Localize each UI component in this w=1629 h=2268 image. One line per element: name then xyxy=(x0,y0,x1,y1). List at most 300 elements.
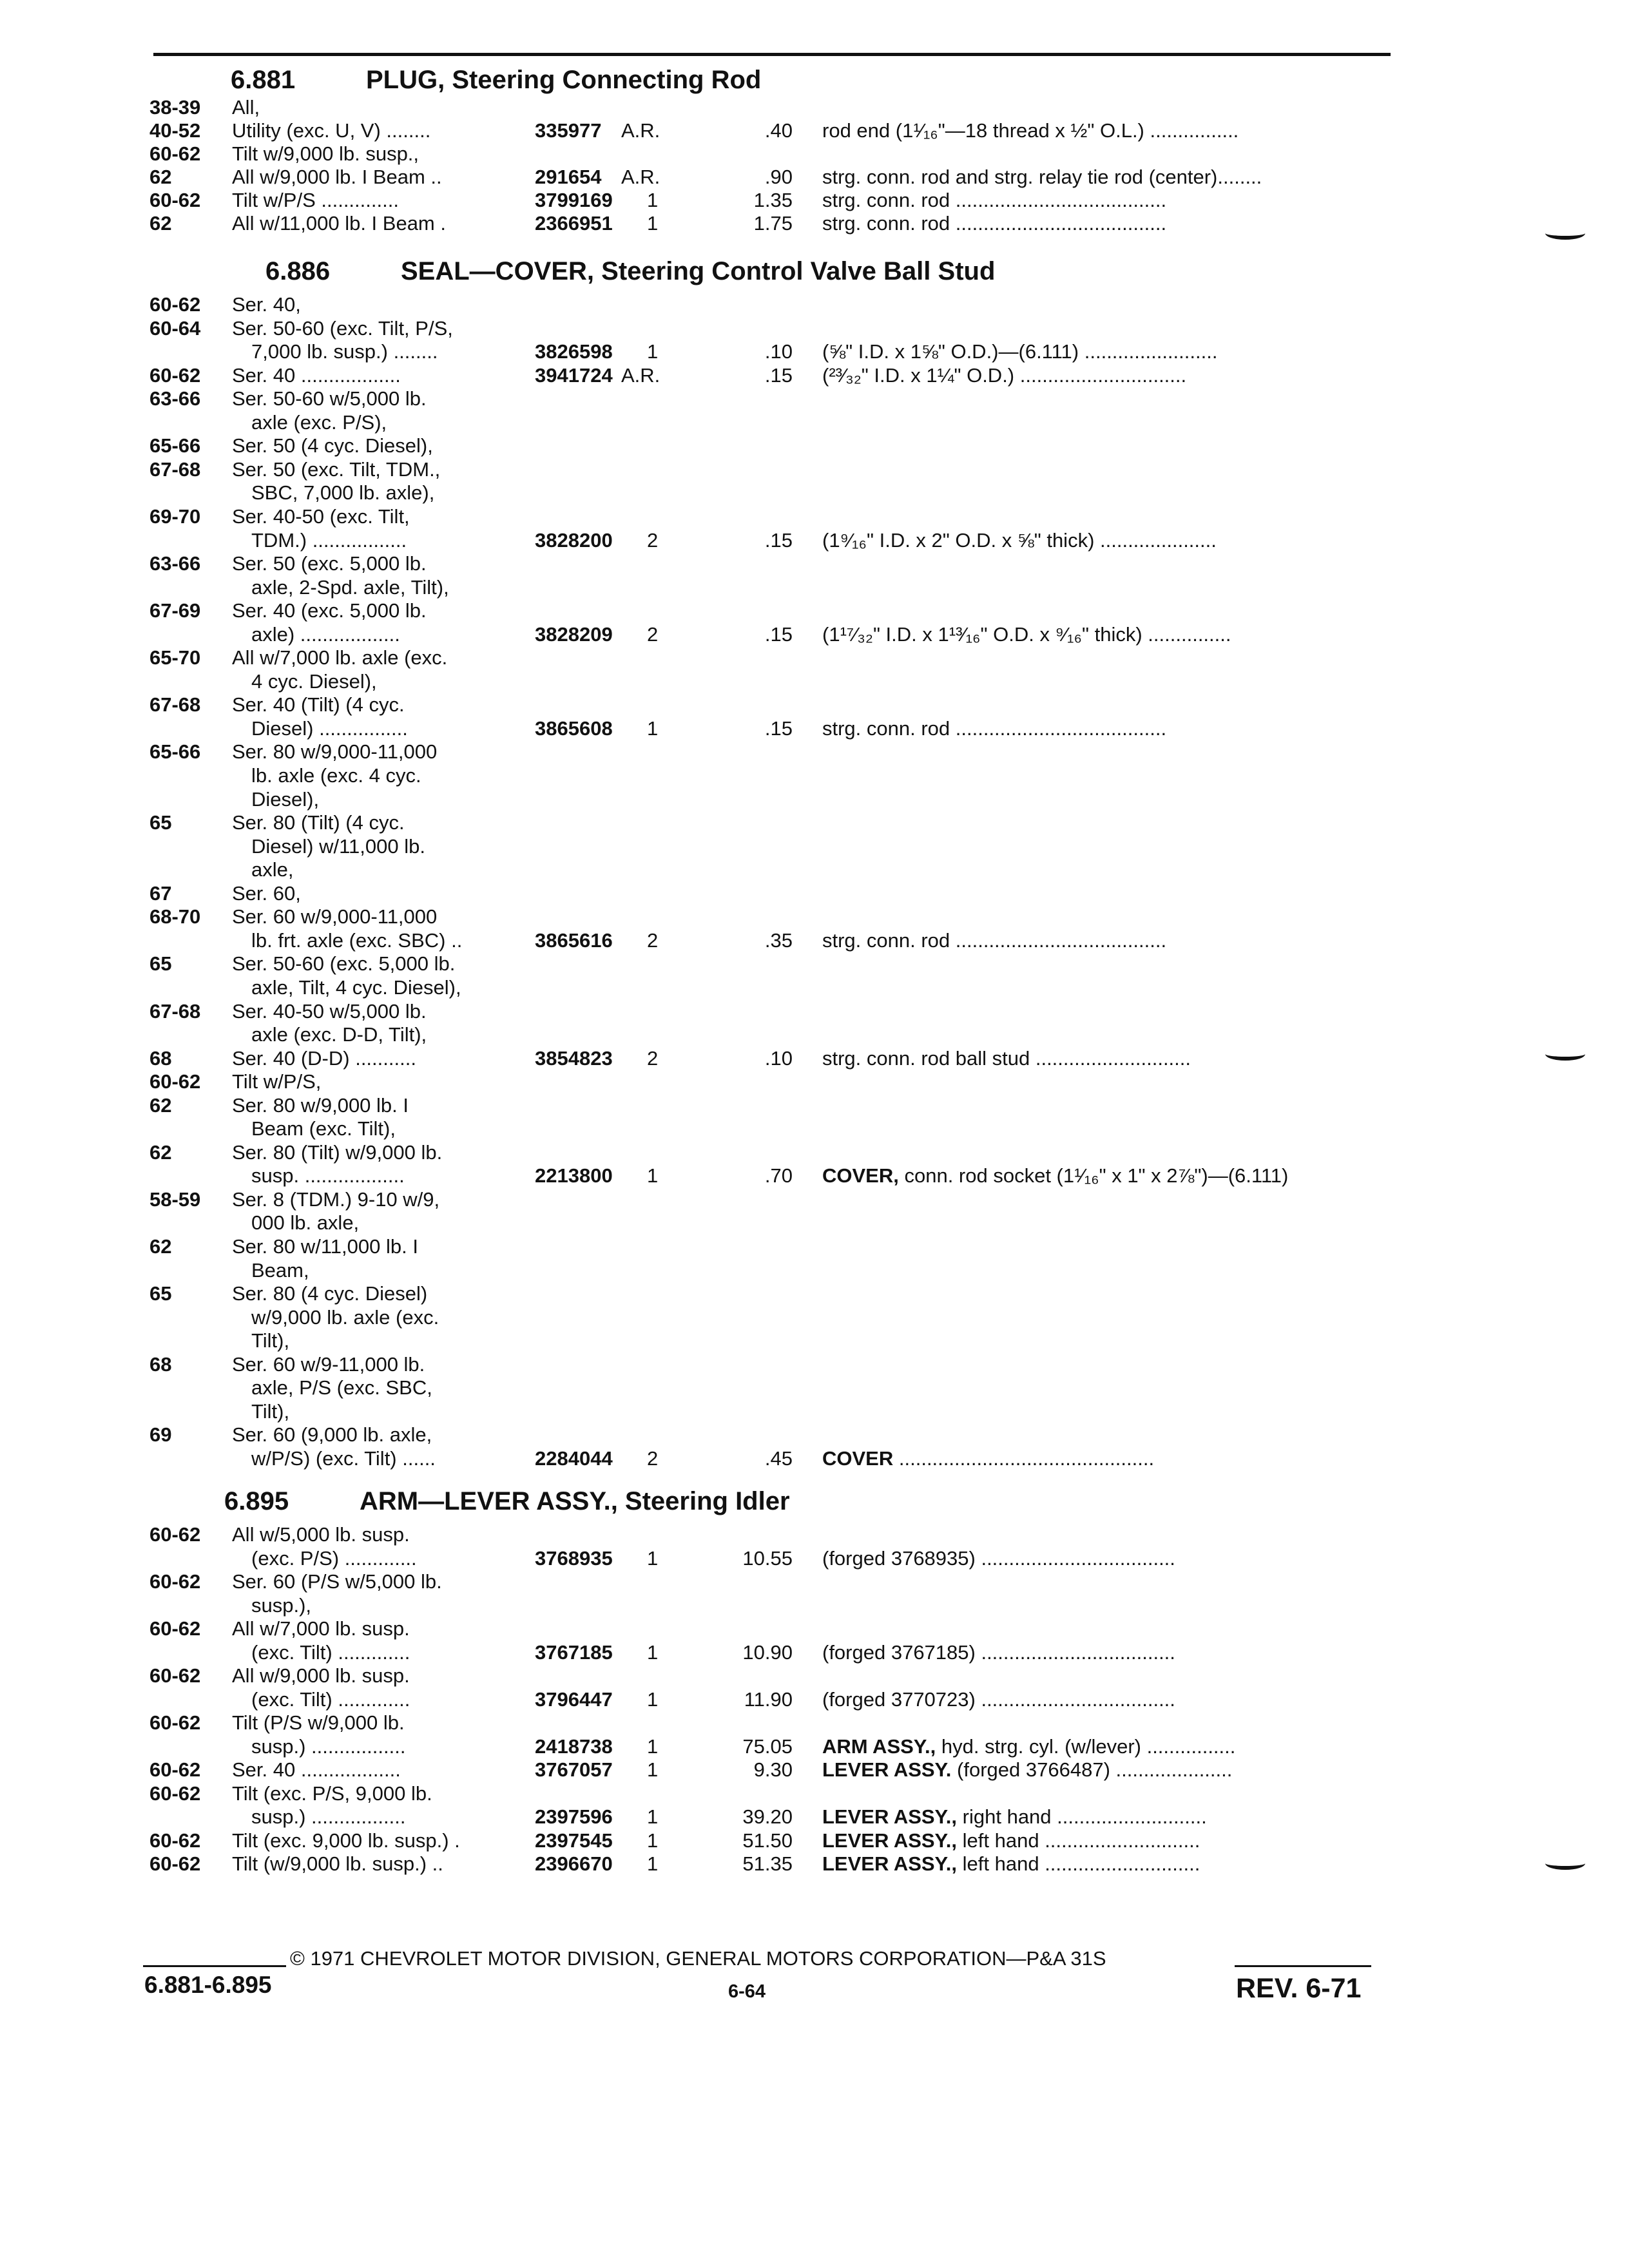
application: Ser. 80 (Tilt) (4 cyc. xyxy=(232,811,405,834)
binding-mark xyxy=(1545,1048,1585,1061)
table-row xyxy=(0,1352,1629,1377)
table-row xyxy=(0,457,1629,482)
application: Ser. 40 .................. xyxy=(232,1758,401,1781)
description-text: left hand ............................ xyxy=(962,1852,1200,1875)
part-description xyxy=(822,1446,1383,1471)
footer-copyright: © 1971 CHEVROLET MOTOR DIVISION, GENERAL MOTORS CORPORATION—P&A 31S xyxy=(290,1947,1106,1970)
year-range: 60-62 xyxy=(149,1782,201,1805)
table-row xyxy=(0,1305,1629,1330)
year-range: 60-62 xyxy=(149,1570,201,1593)
application: Diesel) ................ xyxy=(251,716,408,740)
list-price: 1.35 xyxy=(753,189,793,211)
part-description xyxy=(822,1687,1383,1712)
part-description xyxy=(822,1852,1383,1876)
table-row xyxy=(0,740,1629,764)
year-range: 67-69 xyxy=(149,599,201,622)
application: Ser. 40 (exc. 5,000 lb. xyxy=(232,599,427,622)
application: Ser. 80 w/9,000-11,000 xyxy=(232,740,438,764)
application: SBC, 7,000 lb. axle), xyxy=(251,481,435,505)
application: Tilt (exc. 9,000 lb. susp.) . xyxy=(232,1829,460,1852)
quantity: 2 xyxy=(647,528,659,552)
description-text: strg. conn. rod ...................................... xyxy=(822,212,1167,235)
application: Diesel) w/11,000 lb. xyxy=(251,834,425,858)
year-range: 65-66 xyxy=(149,434,201,457)
year-range: 68 xyxy=(149,1352,172,1376)
part-number: 3941724 xyxy=(535,363,613,387)
table-row xyxy=(0,834,1629,859)
table-row xyxy=(0,481,1629,505)
quantity: 1 xyxy=(647,189,659,211)
quantity: A.R. xyxy=(621,119,660,142)
application: Ser. 80 w/11,000 lb. I xyxy=(232,1235,418,1258)
description-text: strg. conn. rod ...................................... xyxy=(822,716,1167,740)
section-title: SEAL—COVER, Steering Control Valve Ball Stud xyxy=(401,257,996,285)
table-row xyxy=(0,1546,1629,1571)
table-row xyxy=(0,142,1629,166)
part-description xyxy=(822,119,1383,143)
part-number: 3828200 xyxy=(535,528,613,552)
quantity: 1 xyxy=(647,1546,659,1570)
table-row xyxy=(0,1093,1629,1118)
table-row xyxy=(0,764,1629,788)
application: Tilt w/P/S, xyxy=(232,1070,322,1093)
application: Beam, xyxy=(251,1258,309,1282)
year-range: 58-59 xyxy=(149,1187,201,1211)
part-number: 3799169 xyxy=(535,189,613,211)
quantity: A.R. xyxy=(621,166,660,188)
binding-mark xyxy=(1545,1857,1585,1870)
description-text: rod end (1¹⁄₁₆"—18 thread x ½" O.L.) ................ xyxy=(822,119,1239,142)
description-text: (forged 3770723) ................................... xyxy=(822,1687,1175,1711)
application: w/P/S) (exc. Tilt) ...... xyxy=(251,1446,436,1470)
part-number: 3768935 xyxy=(535,1546,613,1570)
list-price: .15 xyxy=(764,622,793,646)
quantity: 1 xyxy=(647,1687,659,1711)
table-row xyxy=(0,316,1629,341)
part-description xyxy=(822,165,1383,189)
table-row xyxy=(0,693,1629,717)
table-row xyxy=(0,1735,1629,1759)
application: Tilt), xyxy=(251,1399,290,1423)
list-price: 9.30 xyxy=(753,1758,793,1781)
application: Diesel), xyxy=(251,787,320,811)
year-range: 65-66 xyxy=(149,740,201,764)
table-row xyxy=(0,387,1629,411)
application: Tilt w/P/S .............. xyxy=(232,189,399,211)
application: Ser. 50 (exc. 5,000 lb. xyxy=(232,552,427,575)
year-range: 68-70 xyxy=(149,905,201,928)
application: w/9,000 lb. axle (exc. xyxy=(251,1305,439,1329)
part-number: 2366951 xyxy=(535,212,613,235)
list-price: .10 xyxy=(764,1046,793,1070)
table-row xyxy=(0,1376,1629,1400)
description-text: left hand ............................ xyxy=(962,1829,1200,1852)
application: (exc. P/S) ............. xyxy=(251,1546,417,1570)
year-range: 65 xyxy=(149,1282,172,1305)
year-range: 62 xyxy=(149,1140,172,1164)
application: Ser. 40-50 w/5,000 lb. xyxy=(232,999,427,1023)
part-description xyxy=(822,340,1383,364)
application: axle, P/S (exc. SBC, xyxy=(251,1376,432,1399)
table-row xyxy=(0,410,1629,435)
section-title: ARM—LEVER ASSY., Steering Idler xyxy=(360,1487,790,1515)
application: Ser. 60 (9,000 lb. axle, xyxy=(232,1423,432,1446)
year-range: 65 xyxy=(149,952,172,975)
application: Ser. 40, xyxy=(232,293,301,316)
quantity: A.R. xyxy=(621,363,660,387)
table-row xyxy=(0,1852,1629,1876)
table-row xyxy=(0,811,1629,835)
section-number: 6.886 xyxy=(265,257,331,285)
table-row xyxy=(0,1829,1629,1853)
quantity: 1 xyxy=(647,1829,659,1852)
table-row xyxy=(0,1211,1629,1235)
part-description xyxy=(822,622,1383,647)
table-row xyxy=(0,716,1629,741)
application: axle, Tilt, 4 cyc. Diesel), xyxy=(251,975,461,999)
application: susp. .................. xyxy=(251,1164,405,1187)
application: Ser. 60, xyxy=(232,881,301,905)
year-range: 63-66 xyxy=(149,552,201,575)
year-range: 60-62 xyxy=(149,1829,201,1852)
table-row xyxy=(0,952,1629,976)
application: All w/9,000 lb. I Beam .. xyxy=(232,166,442,188)
list-price: .15 xyxy=(764,528,793,552)
application: (exc. Tilt) ............. xyxy=(251,1687,410,1711)
quantity: 1 xyxy=(647,1164,659,1187)
year-range: 69 xyxy=(149,1423,172,1446)
description-text: strg. conn. rod ball stud ............................ xyxy=(822,1046,1191,1070)
year-range: 60-62 xyxy=(149,1664,201,1687)
application: Tilt), xyxy=(251,1329,290,1352)
application: axle) .................. xyxy=(251,622,400,646)
application: Ser. 60 w/9,000-11,000 xyxy=(232,905,438,928)
part-description xyxy=(822,1735,1383,1759)
section-title: PLUG, Steering Connecting Rod xyxy=(366,66,762,94)
description-text: (forged 3768935) ................................... xyxy=(822,1546,1175,1570)
application: axle (exc. P/S), xyxy=(251,410,387,434)
table-row xyxy=(0,1782,1629,1806)
application: Ser. 40-50 (exc. Tilt, xyxy=(232,505,410,528)
table-row xyxy=(0,340,1629,364)
table-row xyxy=(0,1023,1629,1047)
application: Ser. 50-60 w/5,000 lb. xyxy=(232,387,427,410)
part-number: 3796447 xyxy=(535,1687,613,1711)
table-row xyxy=(0,1187,1629,1212)
part-number: 3865608 xyxy=(535,716,613,740)
part-number: 3865616 xyxy=(535,928,613,952)
application: Ser. 80 (4 cyc. Diesel) xyxy=(232,1282,428,1305)
part-name: LEVER ASSY., xyxy=(822,1805,958,1828)
application: Ser. 8 (TDM.) 9-10 w/9, xyxy=(232,1187,440,1211)
table-row xyxy=(0,1329,1629,1353)
description-text: (⅝" I.D. x 1⅝" O.D.)—(6.111) ........................ xyxy=(822,340,1218,363)
year-range: 67-68 xyxy=(149,457,201,481)
table-row xyxy=(0,1140,1629,1165)
part-name: ARM ASSY., xyxy=(822,1735,936,1758)
part-description xyxy=(822,1164,1383,1188)
application: axle, xyxy=(251,858,294,881)
year-range: 67-68 xyxy=(149,999,201,1023)
table-row xyxy=(0,363,1629,388)
description-text: hyd. strg. cyl. (w/lever) ................ xyxy=(941,1735,1236,1758)
list-price: 39.20 xyxy=(742,1805,793,1828)
year-range: 62 xyxy=(149,1093,172,1117)
table-row xyxy=(0,1687,1629,1712)
footer-revision: REV. 6-71 xyxy=(1236,1973,1362,2004)
application: Tilt (w/9,000 lb. susp.) .. xyxy=(232,1852,443,1875)
list-price: .15 xyxy=(764,363,793,387)
description-text: (forged 3766487) ..................... xyxy=(957,1758,1233,1781)
quantity: 2 xyxy=(647,622,659,646)
section-heading-6886 xyxy=(265,253,996,289)
year-range: 62 xyxy=(149,166,172,188)
quantity: 2 xyxy=(647,1446,659,1470)
part-number: 3767057 xyxy=(535,1758,613,1781)
application: Tilt w/9,000 lb. susp., xyxy=(232,142,419,165)
quantity: 1 xyxy=(647,1758,659,1781)
quantity: 2 xyxy=(647,928,659,952)
list-price: 10.90 xyxy=(742,1640,793,1664)
quantity: 1 xyxy=(647,340,659,363)
year-range: 60-62 xyxy=(149,1523,201,1546)
part-number: 2284044 xyxy=(535,1446,613,1470)
section-number: 6.881 xyxy=(231,66,296,94)
table-row xyxy=(0,905,1629,929)
list-price: 75.05 xyxy=(742,1735,793,1758)
application: 4 cyc. Diesel), xyxy=(251,669,377,693)
table-row xyxy=(0,622,1629,647)
year-range: 60-62 xyxy=(149,189,201,211)
year-range: 68 xyxy=(149,1046,172,1070)
application: 7,000 lb. susp.) ........ xyxy=(251,340,438,363)
part-number: 2397596 xyxy=(535,1805,613,1828)
year-range: 60-62 xyxy=(149,142,201,165)
year-range: 60-62 xyxy=(149,363,201,387)
part-number: 2418738 xyxy=(535,1735,613,1758)
application: Tilt (P/S w/9,000 lb. xyxy=(232,1711,405,1734)
application: Tilt (exc. P/S, 9,000 lb. xyxy=(232,1782,432,1805)
application: Ser. 60 (P/S w/5,000 lb. xyxy=(232,1570,442,1593)
quantity: 2 xyxy=(647,1046,659,1070)
application: axle (exc. D-D, Tilt), xyxy=(251,1023,427,1046)
part-description xyxy=(822,1046,1383,1071)
part-description xyxy=(822,716,1383,741)
application: 000 lb. axle, xyxy=(251,1211,360,1235)
footer-page-number: 6-64 xyxy=(728,1981,766,2002)
table-row xyxy=(0,928,1629,953)
table-row xyxy=(0,1711,1629,1735)
application: All w/9,000 lb. susp. xyxy=(232,1664,410,1687)
application: Ser. 40 (Tilt) (4 cyc. xyxy=(232,693,405,716)
part-description xyxy=(822,1546,1383,1571)
part-description xyxy=(822,1758,1383,1782)
table-row xyxy=(0,1593,1629,1618)
table-row xyxy=(0,528,1629,553)
part-description xyxy=(822,928,1383,953)
part-number: 3826598 xyxy=(535,340,613,363)
table-row xyxy=(0,95,1629,120)
table-row xyxy=(0,434,1629,458)
year-range: 63-66 xyxy=(149,387,201,410)
table-row xyxy=(0,1235,1629,1259)
part-number: 291654 xyxy=(535,166,602,188)
application: Ser. 50 (4 cyc. Diesel), xyxy=(232,434,433,457)
application: All w/11,000 lb. I Beam . xyxy=(232,212,446,235)
year-range: 67-68 xyxy=(149,693,201,716)
application: Ser. 40 .................. xyxy=(232,363,401,387)
part-number: 335977 xyxy=(535,119,602,142)
list-price: .35 xyxy=(764,928,793,952)
table-row xyxy=(0,1258,1629,1283)
description-text: .............................................. xyxy=(898,1446,1155,1470)
table-row xyxy=(0,1282,1629,1306)
part-number: 2396670 xyxy=(535,1852,613,1875)
table-row xyxy=(0,1070,1629,1094)
table-row xyxy=(0,1117,1629,1141)
description-text: (1¹⁷⁄₃₂" I.D. x 1¹³⁄₁₆" O.D. x ⁹⁄₁₆" thick) ............... xyxy=(822,622,1231,646)
list-price: .15 xyxy=(764,716,793,740)
application: axle, 2-Spd. axle, Tilt), xyxy=(251,575,449,599)
footer-rule-left xyxy=(143,1965,286,1967)
application: TDM.) ................. xyxy=(251,528,407,552)
table-row xyxy=(0,1446,1629,1471)
table-row xyxy=(0,999,1629,1024)
part-description xyxy=(822,188,1383,213)
description-text: (forged 3767185) ................................... xyxy=(822,1640,1175,1664)
year-range: 60-62 xyxy=(149,293,201,316)
application: Ser. 80 w/9,000 lb. I xyxy=(232,1093,409,1117)
part-number: 3767185 xyxy=(535,1640,613,1664)
year-range: 67 xyxy=(149,881,172,905)
part-number: 2213800 xyxy=(535,1164,613,1187)
table-row xyxy=(0,165,1629,189)
table-row xyxy=(0,881,1629,906)
table-row xyxy=(0,119,1629,143)
application: Ser. 50-60 (exc. Tilt, P/S, xyxy=(232,316,453,340)
list-price: 11.90 xyxy=(744,1687,793,1711)
table-row xyxy=(0,1570,1629,1594)
year-range: 38-39 xyxy=(149,96,201,119)
table-row xyxy=(0,188,1629,213)
application: Ser. 80 (Tilt) w/9,000 lb. xyxy=(232,1140,443,1164)
quantity: 1 xyxy=(647,1640,659,1664)
application: susp.) ................. xyxy=(251,1805,406,1828)
description-text: (²³⁄₃₂" I.D. x 1¼" O.D.) .............................. xyxy=(822,363,1187,387)
part-description xyxy=(822,1805,1383,1829)
list-price: .45 xyxy=(764,1446,793,1470)
part-name: COVER, xyxy=(822,1164,899,1187)
part-name: LEVER ASSY. xyxy=(822,1758,952,1781)
part-name: LEVER ASSY., xyxy=(822,1852,958,1875)
application: Utility (exc. U, V) ........ xyxy=(232,119,431,142)
description-text: right hand ........................... xyxy=(962,1805,1207,1828)
description-text: (1⁹⁄₁₆" I.D. x 2" O.D. x ⅝" thick) ..................... xyxy=(822,528,1217,552)
year-range: 60-62 xyxy=(149,1758,201,1781)
quantity: 1 xyxy=(647,1805,659,1828)
list-price: .40 xyxy=(764,119,793,142)
application: Beam (exc. Tilt), xyxy=(251,1117,396,1140)
year-range: 62 xyxy=(149,1235,172,1258)
list-price: 1.75 xyxy=(753,212,793,235)
application: susp.), xyxy=(251,1593,312,1617)
table-row xyxy=(0,505,1629,529)
table-row xyxy=(0,1664,1629,1688)
quantity: 1 xyxy=(647,1735,659,1758)
part-number: 2397545 xyxy=(535,1829,613,1852)
part-name: COVER xyxy=(822,1446,894,1470)
part-description xyxy=(822,211,1383,236)
table-row xyxy=(0,1046,1629,1071)
description-text: strg. conn. rod and strg. relay tie rod (center)........ xyxy=(822,166,1262,188)
year-range: 60-64 xyxy=(149,316,201,340)
year-range: 62 xyxy=(149,212,172,235)
table-row xyxy=(0,669,1629,694)
application: Ser. 50 (exc. Tilt, TDM., xyxy=(232,457,441,481)
quantity: 1 xyxy=(647,716,659,740)
year-range: 69-70 xyxy=(149,505,201,528)
table-row xyxy=(0,211,1629,236)
section-heading-6895 xyxy=(224,1483,790,1519)
table-row xyxy=(0,1399,1629,1424)
application: All, xyxy=(232,96,260,119)
description-text: strg. conn. rod ...................................... xyxy=(822,928,1167,952)
part-number: 3854823 xyxy=(535,1046,613,1070)
application: All w/5,000 lb. susp. xyxy=(232,1523,410,1546)
quantity: 1 xyxy=(647,212,659,235)
quantity: 1 xyxy=(647,1852,659,1875)
application: lb. frt. axle (exc. SBC) .. xyxy=(251,928,463,952)
section-number: 6.895 xyxy=(224,1487,289,1515)
list-price: 51.35 xyxy=(742,1852,793,1875)
application: susp.) ................. xyxy=(251,1735,406,1758)
part-name: LEVER ASSY., xyxy=(822,1829,958,1852)
application: All w/7,000 lb. susp. xyxy=(232,1617,410,1640)
section-heading-6881 xyxy=(231,62,762,98)
year-range: 40-52 xyxy=(149,119,201,142)
application: Ser. 40 (D-D) ........... xyxy=(232,1046,416,1070)
year-range: 65 xyxy=(149,811,172,834)
list-price: .70 xyxy=(764,1164,793,1187)
table-row xyxy=(0,552,1629,576)
year-range: 60-62 xyxy=(149,1711,201,1734)
table-row xyxy=(0,1617,1629,1641)
table-row xyxy=(0,1805,1629,1829)
table-row xyxy=(0,975,1629,1000)
year-range: 60-62 xyxy=(149,1617,201,1640)
application: All w/7,000 lb. axle (exc. xyxy=(232,646,448,669)
table-row xyxy=(0,1640,1629,1665)
description-text: strg. conn. rod ...................................... xyxy=(822,189,1167,211)
application: lb. axle (exc. 4 cyc. xyxy=(251,764,421,787)
list-price: 10.55 xyxy=(742,1546,793,1570)
table-row xyxy=(0,1523,1629,1547)
part-description xyxy=(822,1829,1383,1853)
part-number: 3828209 xyxy=(535,622,613,646)
list-price: 51.50 xyxy=(742,1829,793,1852)
table-row xyxy=(0,293,1629,317)
part-description xyxy=(822,1640,1383,1665)
part-description xyxy=(822,363,1383,388)
binding-mark xyxy=(1545,227,1585,240)
table-row xyxy=(0,858,1629,882)
footer-section-range: 6.881-6.895 xyxy=(144,1972,272,1998)
table-row xyxy=(0,646,1629,670)
year-range: 60-62 xyxy=(149,1070,201,1093)
description-text: conn. rod socket (1¹⁄₁₆" x 1" x 2⅞")—(6.111) xyxy=(904,1164,1289,1187)
application: (exc. Tilt) ............. xyxy=(251,1640,410,1664)
application: Ser. 60 w/9-11,000 lb. xyxy=(232,1352,425,1376)
